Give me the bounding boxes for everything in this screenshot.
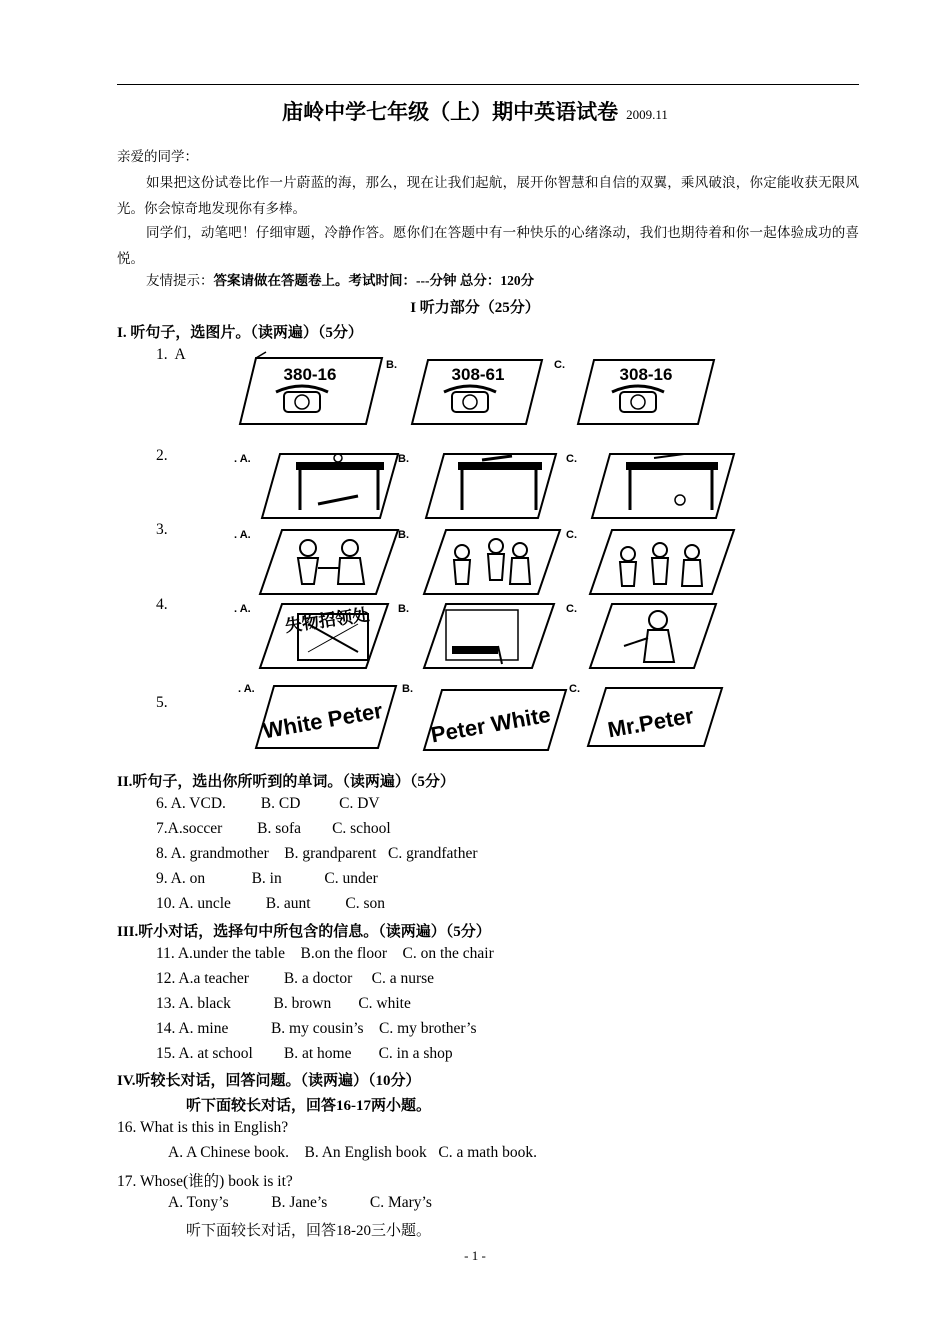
phone-number-c: 308-16 bbox=[619, 365, 673, 384]
q10: 10. A. uncle B. aunt C. son bbox=[156, 895, 386, 912]
q5-pictures bbox=[236, 680, 731, 754]
q1-number: 1. A bbox=[156, 346, 186, 363]
q13: 13. A. black B. brown C. white bbox=[156, 995, 411, 1012]
tip-text: 答案请做在答题卷上。考试时间：---分钟 总分：120分 bbox=[213, 273, 535, 288]
phone-number-a: 380-16 bbox=[283, 365, 337, 384]
q1-option-b: B. bbox=[386, 359, 397, 371]
phone-number-b: 308-61 bbox=[451, 365, 505, 384]
people-picture-a bbox=[260, 530, 398, 594]
section4-sub2: 听下面较长对话，回答18-20三小题。 bbox=[186, 1223, 431, 1239]
intro-paragraph-1: 如果把这份试卷比作一片蔚蓝的海，那么，现在让我们起航，展开你智慧和自信的双翼，乘风破浪，你定能收获无限风光。你会惊奇地发现你有多棒。 bbox=[117, 175, 859, 216]
q15: 15. A. at school B. at home C. in a shop bbox=[156, 1045, 453, 1062]
table-picture-c bbox=[592, 454, 734, 518]
q7: 7.A.soccer B. sofa C. school bbox=[156, 820, 391, 837]
lost-found-picture-a bbox=[260, 604, 388, 668]
name-sign-b bbox=[424, 690, 566, 750]
q3-option-b: B. bbox=[398, 529, 409, 541]
girl-picture-c bbox=[590, 604, 716, 668]
q2-option-b: B. bbox=[398, 453, 409, 465]
lost-found-stamp: 失物招领处 bbox=[283, 605, 371, 636]
section4-sub1: 听下面较长对话，回答16-17两小题。 bbox=[186, 1098, 431, 1114]
name-sign-a-text: White Peter bbox=[260, 697, 385, 744]
q11: 11. A.under the table B.on the floor C. on the chair bbox=[156, 945, 494, 962]
q4-pictures bbox=[232, 598, 737, 672]
section1-heading: I. 听句子，选图片。（读两遍）（5分） bbox=[117, 325, 363, 341]
page-number: - 1 - bbox=[464, 1248, 486, 1263]
q8: 8. A. grandmother B. grandparent C. grandfather bbox=[156, 845, 478, 862]
intro-paragraph-2: 同学们，动笔吧！仔细审题，冷静作答。愿你们在答题中有一种快乐的心绪涤动，我们也期待着和你一起体验成功的喜悦。 bbox=[117, 225, 859, 266]
top-rule bbox=[117, 84, 859, 85]
q16: 16. What is this in English? bbox=[117, 1119, 289, 1136]
q3-option-c: C. bbox=[566, 529, 577, 541]
phone-picture-c bbox=[578, 360, 714, 424]
greeting: 亲爱的同学： bbox=[117, 149, 198, 164]
phone-picture-a bbox=[240, 352, 382, 424]
q4-option-c: C. bbox=[566, 603, 577, 615]
table-picture-b bbox=[426, 454, 556, 518]
q1-pictures bbox=[236, 350, 726, 430]
q4-number: 4. bbox=[156, 596, 168, 613]
name-sign-b-text: Peter White bbox=[428, 701, 553, 748]
q5-option-b: B. bbox=[402, 683, 413, 695]
section4-heading: IV.听较长对话，回答问题。（读两遍）（10分） bbox=[117, 1073, 421, 1089]
room-picture-b bbox=[424, 604, 554, 668]
q2-option-c: C. bbox=[566, 453, 577, 465]
q12: 12. A.a teacher B. a doctor C. a nurse bbox=[156, 970, 435, 987]
exam-date: 2009.11 bbox=[626, 107, 668, 122]
name-sign-c bbox=[588, 688, 722, 746]
q3-number: 3. bbox=[156, 521, 168, 538]
q2-option-a: . A. bbox=[234, 453, 251, 465]
q1-option-c: C. bbox=[554, 359, 565, 371]
phone-picture-b bbox=[412, 360, 542, 424]
q14: 14. A. mine B. my cousin’s C. my brother’s bbox=[156, 1020, 477, 1037]
q6: 6. A. VCD. B. CD C. DV bbox=[156, 795, 380, 812]
q16-options: A. A Chinese book. B. An English book C. a math book. bbox=[168, 1144, 537, 1161]
q5-number: 5. bbox=[156, 694, 168, 711]
q3-pictures bbox=[232, 524, 737, 598]
q5-option-a: . A. bbox=[238, 683, 255, 695]
q4-option-a: . A. bbox=[234, 603, 251, 615]
name-sign-a bbox=[256, 686, 396, 748]
q4-option-b: B. bbox=[398, 603, 409, 615]
q2-pictures bbox=[232, 448, 737, 522]
section3-heading: III.听小对话，选择句中所包含的信息。（读两遍）（5分） bbox=[117, 924, 491, 940]
table-picture-a bbox=[262, 454, 398, 518]
q5-option-c: C. bbox=[569, 683, 580, 695]
tip-line bbox=[146, 268, 534, 294]
q2-number: 2. bbox=[156, 447, 168, 464]
tip-label: 友情提示： bbox=[146, 273, 214, 288]
title-text: 庙岭中学七年级（上）期中英语试卷 bbox=[282, 100, 619, 124]
part1-title: I 听力部分（25分） bbox=[410, 300, 540, 316]
section2-heading: II.听句子，选出你所听到的单词。（读两遍）（5分） bbox=[117, 774, 455, 790]
q17: 17. Whose(谁的) book is it? bbox=[117, 1173, 293, 1190]
q17-options: A. Tony’s B. Jane’s C. Mary’s bbox=[168, 1194, 432, 1211]
people-picture-c bbox=[590, 530, 734, 594]
name-sign-c-text: Mr.Peter bbox=[605, 702, 696, 743]
people-picture-b bbox=[424, 530, 560, 594]
q3-option-a: . A. bbox=[234, 529, 251, 541]
q9: 9. A. on B. in C. under bbox=[156, 870, 378, 887]
page-title bbox=[0, 96, 950, 126]
